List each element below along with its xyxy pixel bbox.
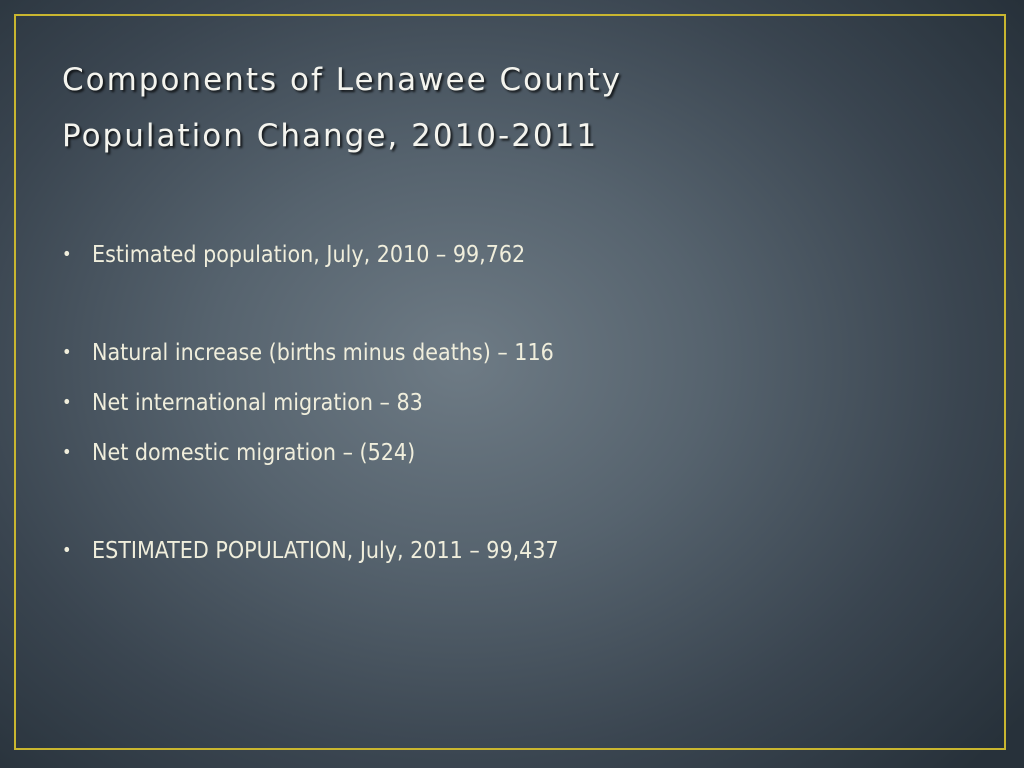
bullet-dot-icon: • <box>62 392 72 413</box>
bullet-dot-icon: • <box>62 244 72 265</box>
bullet-item-population-2011 <box>62 526 962 576</box>
bullet-item-domestic-migration <box>62 428 962 478</box>
bullet-item-natural-increase <box>62 328 962 378</box>
slide-title-line-2: Population Change, 2010-2011 <box>62 118 599 154</box>
bullet-dot-icon: • <box>62 540 72 561</box>
bullet-text: Net domestic migration – (524) <box>92 440 416 466</box>
bullet-text: Net international migration – 83 <box>92 390 423 416</box>
bullet-text: ESTIMATED POPULATION, July, 2011 – 99,437 <box>92 538 559 564</box>
bullet-dot-icon: • <box>62 342 72 363</box>
bullet-item-international-migration <box>62 378 962 428</box>
bullet-dot-icon: • <box>62 442 72 463</box>
slide-title-line-1: Components of Lenawee County <box>62 62 622 98</box>
bullet-text: Natural increase (births minus deaths) – 116 <box>92 340 554 366</box>
bullet-text: Estimated population, July, 2010 – 99,762 <box>92 242 526 268</box>
bullet-list <box>62 230 962 576</box>
bullet-item-population-2010 <box>62 230 962 280</box>
slide-title <box>62 52 962 164</box>
